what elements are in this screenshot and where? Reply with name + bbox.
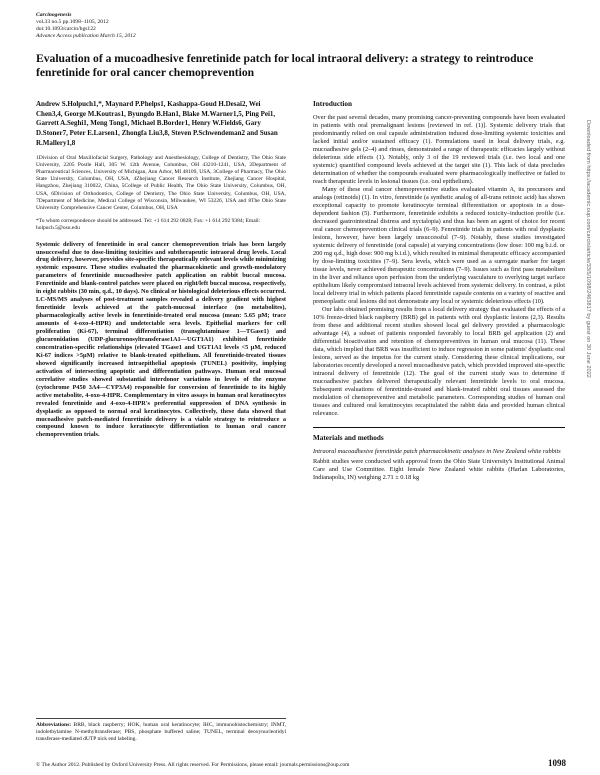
abstract: Systemic delivery of fenretinide in oral cancer chemoprevention trials has been largely unsuccessful due to dose-limiting toxicities and subtherapeutic intraoral drug levels. Local drug delivery, however, provides site-specific therapeutically relevant levels while minimizing systemic exposure. These studies evaluated the pharmacokinetic and growth-modulatory parameters of fenretinide mucoadhesive patch application on rabbit buccal mucosa. Fenretinide and blank-control patches were placed on right/left buccal mucosa, respectively, in eight rabbits (30 min, q.d., 10 days). No clinical or histological deleterious effects occurred. LC-MS/MS analyses of post-treatment samples revealed a delivery gradient with highest fenretinide levels achieved at the patch-mucosal interface (no metabolites), pharmacologically active levels in fenretinide-treated oral mucosa (mean: 5.65 μM; trace amounts of 4-oxo-4-HPR) and undetectable sera levels. Epithelial markers for cell proliferation (Ki-67), terminal differentiation (transglutaminase 1—TGase1) and glucuronidation (UDP-glucuronosyltransferase1A1—UGT1A1) exhibited fenretinide concentration-specific relationships (elevated TGase1 and UGT1A1 levels <5 μM, reduced Ki-67 indices >5μM) relative to blank-treated epithelium. All fenretinide-treated tissues showed significantly increased intraepithelial apoptosis (TUNEL) positivity, implying activation of intersecting apoptotic and differentiation pathways. Human oral mucosal correlative studies showed substantial interdonor variations in levels of the enzyme (cytochrome P450 3A4—CYP3A4) responsible for conversion of fenretinide to its highly active metabolite, 4-oxo-4-HPR. Complementary in vitro assays in human oral keratinocytes revealed fenretinide and 4-oxo-4-HPR's preferential suppression of DNA synthesis in dysplastic as opposed to normal oral keratinocytes. Collectively, these data showed that mucoadhesive patch-mediated fenretinide delivery is a viable strategy to reintroduce a compound known to induce keratinocyte differentiation to human oral cancer chemoprevention trials.	[36, 240, 286, 439]
copyright-notice: © The Author 2012. Published by Oxford University Press. All rights reserved. For Permissions, please email: journals.permissions@oup.com	[36, 762, 350, 768]
abbreviations-text: BRB, black raspberry; HOK, human oral keratinocyte; IHC, immunohistochemistry; INMT, indolethylamine N-methyltransferase; PBS, phosphate buffered saline; TUNEL, terminal deoxynucleotidyl transferase-mediated dUTP nick end labeling.	[36, 722, 286, 742]
methods-subheading: Intraoral mucoadhesive fenretinide patch pharmacokinetic analyses in New Zealand white rabbits	[313, 448, 561, 455]
download-watermark	[584, 120, 592, 640]
abbreviations-label: Abbreviations:	[36, 722, 72, 728]
download-note[interactable]: Downloaded from https://academic.oup.com/carcin/article/33/5/1098/2463817 by guest on 30 June 2022	[585, 120, 591, 378]
intro-paragraph: Many of these oral cancer chemopreventive studies evaluated vitamin A, its precursors and analogs (retinoids) (1). In vitro, fenretinide (a synthetic analog of all-trans retinoic acid) has shown exceptional capacity to promote keratinocyte terminal differentiation or apoptosis in a dose-dependent fashion (5). Furthermore, fenretinide exhibits a reduced toxicity–induction profile (i.e. decreased gastrointestinal distress and nyctalopia) and thus has been an agent of choice for recent oral cancer chemoprevention clinical trials (6–9). Fenretinide trials in patients with oral dysplastic lesions, however, have been largely unsuccessful (7–9). Notably, these studies investigated systemic delivery of fenretinide (oral capsule) at varying concentrations (low dose: 100 mg b.i.d. or 200 mg q.d., high dose: 900 mg b.i.d.), which resulted in minimal therapeutic efficacy accompanied by dose-limiting toxicities (7–9). Sera levels, which were used as a surrogate marker for target tissue levels, never achieved therapeutic concentrations (7–9). Issues such as first pass metabolism in the liver and reliance upon perfusion from the underlying vasculature to overlying target surface epithelium likely compromised intraoral levels achieved from systemic delivery. In contrast, a pilot local delivery trial in which patients placed fenretinide capsule contents on a variety of reactive and preneoplastic oral lesions did not demonstrate any local or systemic deleterious effects (10).	[313, 186, 565, 305]
affiliations: 1Division of Oral Maxillofacial Surgery, Pathology and Anesthesiology, College of Dentistry, The Ohio State University, 2205 Postle Hall, 305 W. 12th Avenue, Columbus, OH 43210-1241, USA, 2Department of Pharmaceutical Sciences, University of Michigan, Ann Arbor, MI 48109, USA, 3College of Pharmacy, The Ohio State University, Columbus, OH, USA, 4Zhejiang Cancer Research Institute, Zhejiang Cancer Hospital, Hangzhou, Zhejiang 310022, China, 5College of Public Health, The Ohio State University, Columbus, OH, USA, 6Division of Orthodontics, College of Dentistry, The Ohio State University, Columbus, OH, USA, 7Department of Medicine, Medical College of Wisconsin, Milwaukee, WI 53226, USA and 8The Ohio State University Comprehensive Cancer Center, Columbus, OH, USA	[36, 154, 286, 211]
journal-header	[36, 12, 136, 40]
intro-paragraph: Over the past several decades, many promising cancer-preventing compounds have been evaluated in patients with oral premalignant lesions [reviewed in ref. (1)]. Systemic delivery trials that predominantly relied on oral capsule administration induced dose-limiting systemic toxicities and lacked initial and/or sustained efficacy (1). Formulations used in local delivery trials, e.g. mucoadhesive gels (2–4) and rinses, demonstrated a range of therapeutic efficacies largely without deleterious side effects (1). Notably, only 3 of the 19 reviewed trials (i.e. two local and one systemic) quantified compound levels achieved at the target site (1). This lack of data precludes determination of whether the compounds evaluated were pharmacologically ineffective or failed to reach therapeutic levels in lesional tissues (i.e. oral epithelium).	[313, 114, 565, 185]
journal-doi: doi:10.1093/carcin/bgs122	[36, 26, 96, 32]
journal-citation: vol.33 no.5 pp.1098–1105, 2012	[36, 19, 109, 25]
author-list: Andrew S.Holpuch1,*, Maynard P.Phelps1, Kashappa-Goud H.Desai2, Wei Chen3,4, George M.Koutras1, Byungdo B.Han1, Blake M.Warner1,5, Ping Pei1, Garrett A.Seghi1, Meng Tong1, Michael B.Border1, Henry W.Fields6, Gary D.Stoner7, Peter E.Larsen1, Zhongfa Liu3,8, Steven P.Schwendeman2 and Susan R.Mallery1,8	[36, 100, 278, 147]
section-divider	[313, 427, 565, 428]
right-column	[313, 100, 565, 482]
correspondence: *To whom correspondence should be addressed. Tel: +1 614 292 0828; Fax: +1 614 292 9384; Email: holpuch.5@osu.edu	[36, 218, 261, 232]
page-number: 1098	[548, 758, 566, 768]
methods-paragraph: Rabbit studies were conducted with approval from the Ohio State University's Institutional Animal Care and Use Committee. Eight female New Zealand white rabbits (Harlan Laboratories, Indianapolis, IN) weighing 2.71 ± 0.18 kg	[313, 457, 565, 481]
left-column	[36, 100, 286, 439]
methods-heading: Materials and methods	[313, 434, 384, 442]
intro-paragraph: Our labs obtained promising results from a local delivery strategy that evaluated the effects of a 10% freeze-dried black raspberry (BRB) gel in patients with oral dysplastic lesions (2,3). Results from these and additional recent studies showed local gel delivery provided a pharmacologic advantage (4), a subset of patients responded favorably to local BRB gel application (2) and differential bioactivation and retention of chemopreventives in human oral mucosa (11). These data, which implied that BRB was insufficient to induce regression in some patients' dysplastic oral lesions, served as the impetus for the current study. Considering these clinical implications, our laboratories recently developed a novel mucoadhesive patch, which provided improved site-specific intraoral delivery of fenretinide (12). The goal of the current study was to determine if mucoadhesive patches delivered therapeutically relevant fenretinide levels to oral mucosa. Subsequent evaluations of fenretinide-treated and blank-treated rabbit oral tissues assessed the modulation of chemopreventive and metabolic parameters. Corresponding studies of human oral tissues and cultured oral keratinocytes recapitulated the rabbit data and provided human clinical relevance.	[313, 306, 565, 417]
page-footer	[36, 758, 566, 769]
advance-access: Advance Access publication March 15, 2012	[36, 33, 136, 39]
abbreviations	[36, 718, 286, 743]
journal-name: Carcinogenesis	[36, 12, 72, 18]
article-title: Evaluation of a mucoadhesive fenretinide patch for local intraoral delivery: a strategy to reintroduce fenretinide for oral cancer chemoprevention	[36, 52, 534, 79]
introduction-heading: Introduction	[313, 100, 353, 108]
